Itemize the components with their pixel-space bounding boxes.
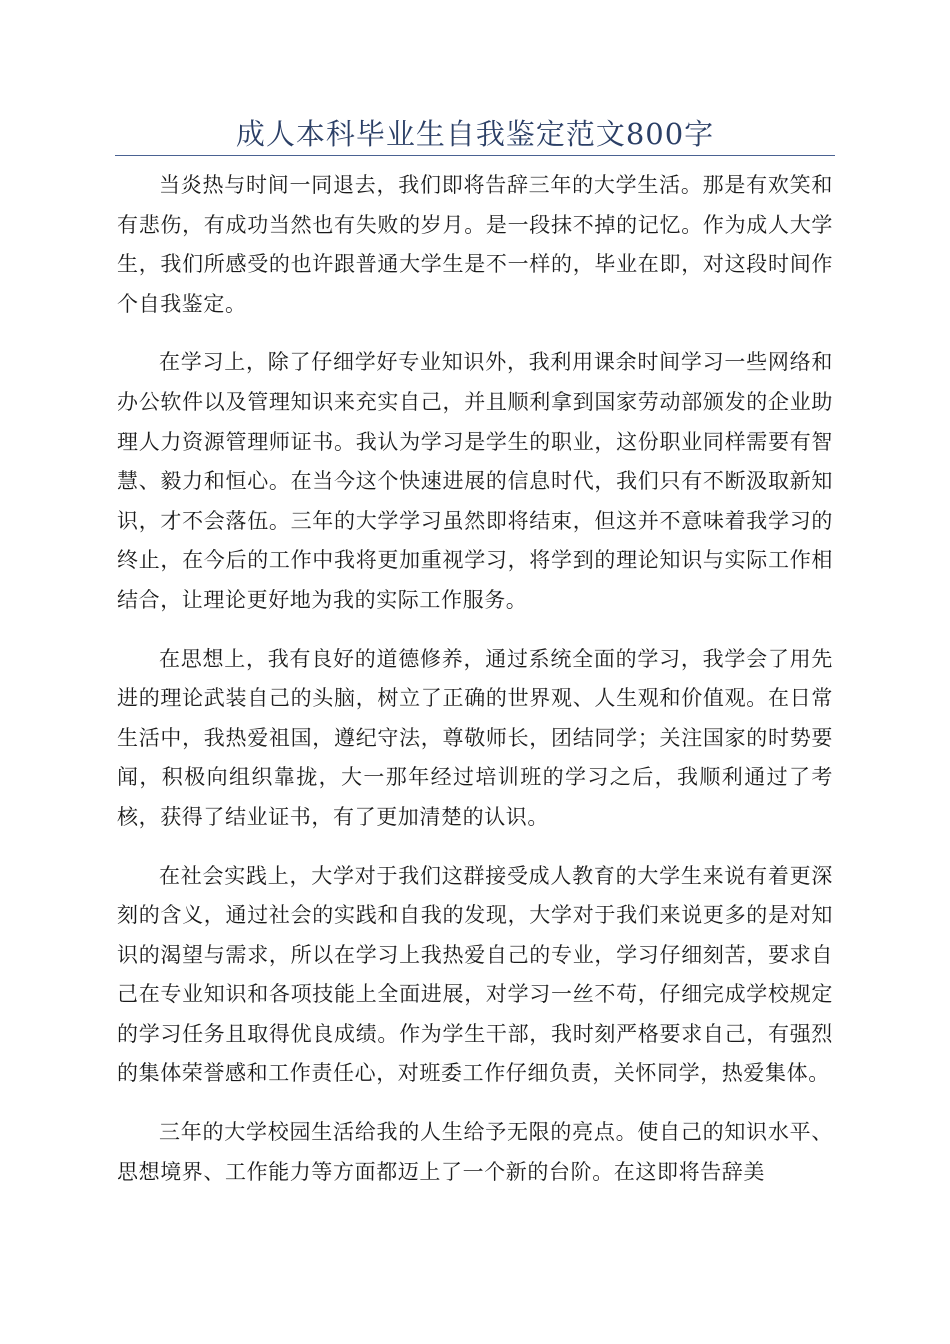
document-title: 成人本科毕业生自我鉴定范文800字 — [235, 117, 715, 151]
paragraph-3: 在思想上，我有良好的道德修养，通过系统全面的学习，我学会了用先进的理论武装自己的头脑，树立了正确的世界观、人生观和价值观。在日常生活中，我热爱祖国，遵纪守法，尊敬师长，团结同学；关注国家的时势要闻，积极向组织靠拢，大一那年经过培训班的学习之后，我顺利通过了考核，获得了结业证书，有了更加清楚的认识。 — [117, 646, 833, 829]
paragraph-1: 当炎热与时间一同退去，我们即将告辞三年的大学生活。那是有欢笑和有悲伤，有成功当然也有失败的岁月。是一段抹不掉的记忆。作为成人大学生，我们所感受的也许跟普通大学生是不一样的，毕业在即，对这段时间作个自我鉴定。 — [117, 173, 833, 316]
document-body — [117, 166, 833, 1211]
title-underline — [115, 155, 835, 156]
paragraph-2: 在学习上，除了仔细学好专业知识外，我利用课余时间学习一些网络和办公软件以及管理知识来充实自己，并且顺利拿到国家劳动部颁发的企业助理人力资源管理师证书。我认为学习是学生的职业，这份职业同样需要有智慧、毅力和恒心。在当今这个快速进展的信息时代，我们只有不断汲取新知识，才不会落伍。三年的大学学习虽然即将结束，但这并不意味着我学习的终止，在今后的工作中我将更加重视学习，将学到的理论知识与实际工作相结合，让理论更好地为我的实际工作服务。 — [117, 350, 833, 612]
paragraph-4: 在社会实践上，大学对于我们这群接受成人教育的大学生来说有着更深刻的含义，通过社会的实践和自我的发现，大学对于我们来说更多的是对知识的渴望与需求，所以在学习上我热爱自己的专业，学习仔细刻苦，要求自己在专业知识和各项技能上全面进展，对学习一丝不苟，仔细完成学校规定的学习任务且取得优良成绩。作为学生干部，我时刻严格要求自己，有强烈的集体荣誉感和工作责任心，对班委工作仔细负责，关怀同学，热爱集体。 — [117, 863, 833, 1086]
paragraph-5: 三年的大学校园生活给我的人生给予无限的亮点。使自己的知识水平、思想境界、工作能力等方面都迈上了一个新的台阶。在这即将告辞美 — [117, 1120, 833, 1184]
